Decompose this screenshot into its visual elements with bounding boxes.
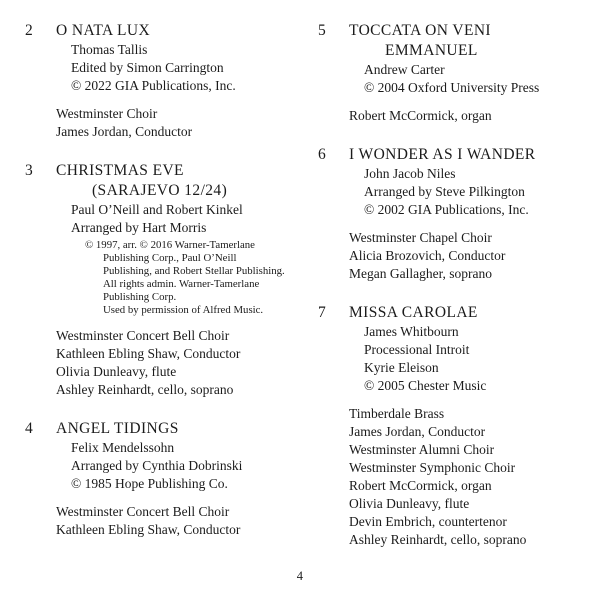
track-credit-line: Andrew Carter [364, 62, 445, 77]
track-fine-print-line: Publishing Corp. [103, 291, 177, 303]
track-performer-line: Devin Embrich, countertenor [349, 514, 507, 529]
track-entry [318, 303, 600, 549]
track-fine-print-line: Used by permission of Alfred Music. [103, 304, 264, 316]
track-performers [349, 229, 600, 283]
track-performers [56, 105, 300, 141]
track-performer-line: Ashley Reinhardt, cello, soprano [56, 382, 234, 397]
track-title [56, 21, 300, 41]
track-performer-line: Westminster Concert Bell Choir [56, 328, 230, 343]
track-credit-line: Arranged by Cynthia Dobrinski [71, 458, 243, 473]
track-title-line: (SARAJEVO 12/24) [92, 182, 228, 199]
track-title [349, 303, 600, 323]
track-credit-line: James Whitbourn [364, 324, 459, 339]
track-performer-line: James Jordan, Conductor [349, 424, 486, 439]
track-credit-line: © 2004 Oxford University Press [364, 80, 540, 95]
track-performer-line: Ashley Reinhardt, cello, soprano [349, 532, 527, 547]
track-performer-line: Kathleen Ebling Shaw, Conductor [56, 522, 241, 537]
track-credits [71, 201, 300, 237]
track-title [56, 161, 300, 201]
track-fine-print-line: Publishing Corp., Paul O’Neill [103, 252, 237, 264]
track-entry [318, 145, 600, 283]
track-performer-line: James Jordan, Conductor [56, 124, 193, 139]
track-fine-print-line: © 1997, arr. © 2016 Warner-Tamerlane [85, 239, 255, 251]
track-body [349, 145, 600, 283]
track-title-line: MISSA CAROLAE [349, 304, 478, 321]
track-credit-line: © 2002 GIA Publications, Inc. [364, 202, 529, 217]
track-credit-line: Arranged by Steve Pilkington [364, 184, 525, 199]
page-number: 4 [296, 569, 304, 583]
track-performers [349, 107, 600, 125]
track-credit-line: Paul O’Neill and Robert Kinkel [71, 202, 243, 217]
track-performers [56, 327, 300, 399]
track-credits [71, 439, 300, 493]
track-credit-line: Felix Mendelssohn [71, 440, 175, 455]
track-credit-line: Arranged by Hart Morris [71, 220, 207, 235]
track-credit-line: © 2005 Chester Music [364, 378, 487, 393]
track-entry [25, 419, 300, 539]
track-title-line: CHRISTMAS EVE [56, 162, 184, 179]
track-title-line: O NATA LUX [56, 22, 151, 39]
track-number: 4 [25, 420, 33, 437]
track-number: 2 [25, 22, 33, 39]
track-credits [364, 61, 600, 97]
track-number: 3 [25, 162, 33, 179]
track-body [349, 21, 600, 125]
track-performers [56, 503, 300, 539]
track-performers [349, 405, 600, 549]
track-performer-line: Robert McCormick, organ [349, 108, 492, 123]
track-credits [364, 323, 600, 395]
track-performer-line: Timberdale Brass [349, 406, 445, 421]
track-fine-print [56, 239, 300, 317]
track-body [349, 303, 600, 549]
column-right [300, 21, 600, 569]
track-performer-line: Megan Gallagher, soprano [349, 266, 493, 281]
track-credit-line: © 1985 Hope Publishing Co. [71, 476, 228, 491]
column-left [0, 21, 300, 569]
track-credits [364, 165, 600, 219]
track-title-line: I WONDER AS I WANDER [349, 146, 536, 163]
track-number: 5 [318, 22, 326, 39]
track-performer-line: Westminster Alumni Choir [349, 442, 495, 457]
track-title-line: EMMANUEL [385, 42, 478, 59]
track-body [56, 161, 300, 399]
track-title [349, 145, 600, 165]
track-performer-line: Olivia Dunleavy, flute [349, 496, 470, 511]
track-title [56, 419, 300, 439]
track-credit-line: Edited by Simon Carrington [71, 60, 224, 75]
track-number: 6 [318, 146, 326, 163]
track-entry [318, 21, 600, 125]
track-title [349, 21, 600, 61]
track-credit-line: © 2022 GIA Publications, Inc. [71, 78, 236, 93]
track-credits [71, 41, 300, 95]
track-entry [25, 161, 300, 399]
track-title-line: TOCCATA ON VENI [349, 22, 491, 39]
track-credit-line: Processional Introit [364, 342, 470, 357]
track-credit-line: Kyrie Eleison [364, 360, 439, 375]
track-performer-line: Westminster Choir [56, 106, 158, 121]
track-performer-line: Alicia Brozovich, Conductor [349, 248, 506, 263]
track-performer-line: Westminster Symphonic Choir [349, 460, 516, 475]
track-performer-line: Westminster Chapel Choir [349, 230, 492, 245]
track-body [56, 419, 300, 539]
track-entry [25, 21, 300, 141]
track-performer-line: Kathleen Ebling Shaw, Conductor [56, 346, 241, 361]
track-fine-print-line: All rights admin. Warner-Tamerlane [103, 278, 260, 290]
track-performer-line: Olivia Dunleavy, flute [56, 364, 177, 379]
track-credit-line: John Jacob Niles [364, 166, 456, 181]
track-body [56, 21, 300, 141]
track-number: 7 [318, 304, 326, 321]
track-performer-line: Robert McCormick, organ [349, 478, 492, 493]
track-title-line: ANGEL TIDINGS [56, 420, 179, 437]
track-credit-line: Thomas Tallis [71, 42, 148, 57]
track-fine-print-line: Publishing, and Robert Stellar Publishing. [103, 265, 285, 277]
track-performer-line: Westminster Concert Bell Choir [56, 504, 230, 519]
